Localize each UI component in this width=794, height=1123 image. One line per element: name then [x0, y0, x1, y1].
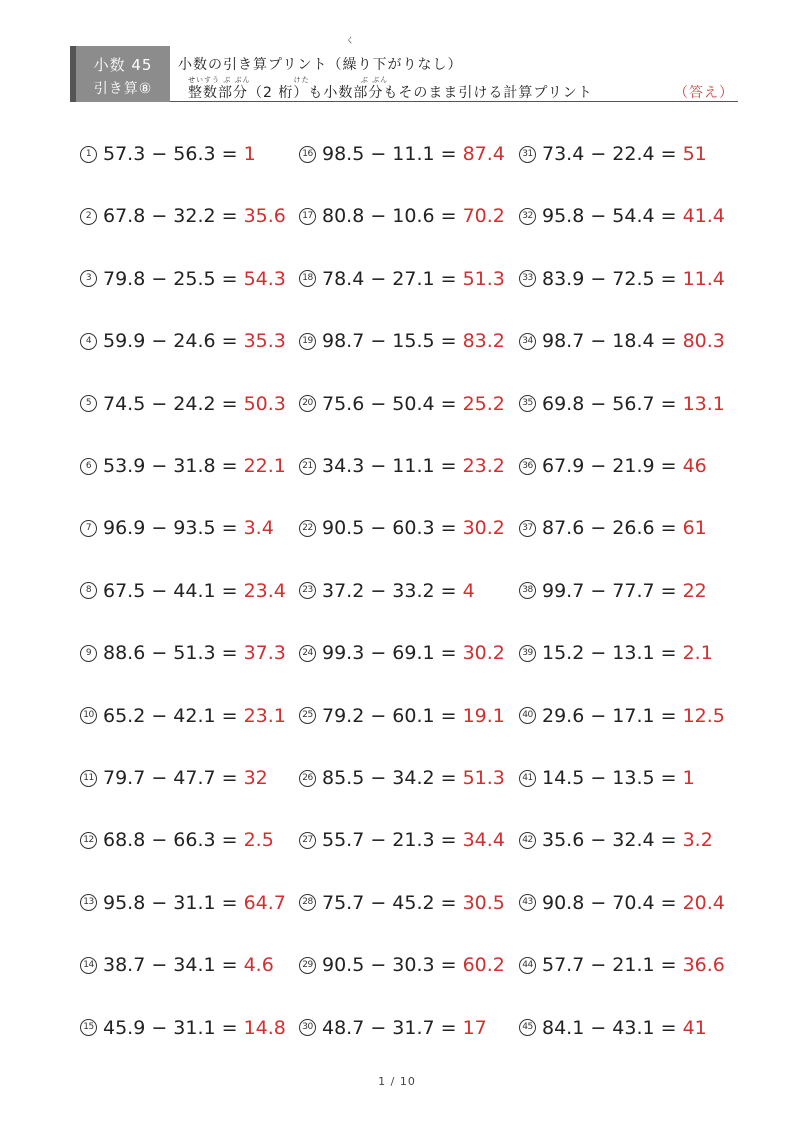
problem-answer: 64.7 — [243, 891, 286, 914]
problem-item — [80, 508, 274, 548]
problem-answer: 20.4 — [682, 891, 725, 914]
problem-number: 22 — [299, 520, 316, 537]
problem-item — [299, 384, 505, 424]
problem-item — [519, 508, 707, 548]
problem-item — [80, 696, 286, 736]
problem-item — [80, 758, 268, 798]
problem-expression: 75.7 − 45.2 = — [322, 891, 457, 914]
problem-item — [519, 571, 707, 611]
problem-expression: 99.7 − 77.7 = — [542, 579, 677, 602]
problem-number: 27 — [299, 832, 316, 849]
problem-expression: 98.7 − 15.5 = — [322, 330, 457, 353]
problem-answer: 41.4 — [682, 205, 725, 228]
problem-expression: 69.8 − 56.7 = — [542, 392, 677, 415]
problem-number: 33 — [519, 270, 536, 287]
problem-item — [299, 571, 475, 611]
problem-number: 3 — [80, 270, 97, 287]
problem-number: 38 — [519, 582, 536, 599]
badge-topic: 小数 45 — [93, 56, 153, 74]
problem-number: 17 — [299, 208, 316, 225]
worksheet-header — [70, 36, 738, 102]
problem-number: 41 — [519, 770, 536, 787]
problem-number: 42 — [519, 832, 536, 849]
problem-number: 13 — [80, 894, 97, 911]
problem-answer: 11.4 — [682, 267, 725, 290]
badge-subtopic: 引き算⑧ — [93, 81, 153, 97]
problem-answer: 37.3 — [243, 642, 286, 665]
problem-answer: 30.2 — [462, 517, 505, 540]
problem-expression: 53.9 − 31.8 = — [103, 455, 238, 477]
problem-expression: 45.9 − 31.1 = — [103, 1016, 238, 1039]
problem-expression: 96.9 − 93.5 = — [103, 517, 238, 540]
problem-expression: 90.8 − 70.4 = — [542, 891, 677, 914]
problem-answer: 51 — [682, 143, 707, 165]
problem-number: 12 — [80, 832, 97, 849]
problem-expression: 95.8 − 54.4 = — [542, 205, 677, 228]
problem-item — [519, 259, 725, 299]
problem-expression: 79.2 − 60.1 = — [322, 704, 457, 727]
problem-number: 18 — [299, 270, 316, 287]
problem-expression: 67.9 − 21.9 = — [542, 455, 677, 477]
problem-item — [80, 259, 286, 299]
page-number: 1 / 10 — [378, 1075, 416, 1088]
problem-number: 31 — [519, 146, 536, 163]
problem-expression: 55.7 − 21.3 = — [322, 829, 457, 852]
problem-expression: 95.8 − 31.1 = — [103, 891, 238, 914]
problem-answer: 61 — [682, 517, 707, 540]
problem-expression: 98.5 − 11.1 = — [322, 143, 457, 165]
problem-answer: 23.4 — [243, 579, 286, 602]
problem-expression: 35.6 − 32.4 = — [542, 829, 677, 852]
problem-answer: 23.1 — [243, 704, 286, 727]
problem-answer: 46 — [682, 455, 707, 477]
problem-number: 15 — [80, 1019, 97, 1036]
problem-expression: 75.6 − 50.4 = — [322, 392, 457, 415]
problem-expression: 98.7 − 18.4 = — [542, 330, 677, 353]
problem-number: 29 — [299, 957, 316, 974]
problem-item — [80, 196, 286, 236]
problem-answer: 2.1 — [682, 642, 713, 665]
problem-number: 19 — [299, 333, 316, 350]
problem-expression: 83.9 − 72.5 = — [542, 267, 677, 290]
problem-answer: 23.2 — [462, 455, 505, 477]
problem-answer: 19.1 — [462, 704, 505, 727]
problem-number: 1 — [80, 146, 97, 163]
problem-answer: 83.2 — [462, 330, 505, 353]
problem-expression: 79.7 − 47.7 = — [103, 767, 238, 789]
problem-number: 2 — [80, 208, 97, 225]
problem-item — [299, 758, 505, 798]
problem-answer: 50.3 — [243, 392, 286, 415]
problem-expression: 67.8 − 32.2 = — [103, 205, 238, 228]
problem-answer: 51.3 — [462, 767, 505, 789]
problem-expression: 74.5 − 24.2 = — [103, 392, 238, 415]
problem-number: 25 — [299, 707, 316, 724]
problem-item — [80, 134, 256, 174]
problem-item — [80, 1008, 286, 1048]
problem-number: 11 — [80, 770, 97, 787]
problem-item — [519, 945, 725, 985]
problem-item — [519, 1008, 707, 1048]
problem-item — [299, 446, 505, 486]
problem-item — [519, 758, 695, 798]
problem-item — [80, 945, 274, 985]
page-subtitle: 整数部分（2 桁）も小数部分もそのまま引ける計算プリント — [188, 85, 593, 101]
problem-item — [80, 384, 286, 424]
problem-answer: 80.3 — [682, 330, 725, 353]
problem-number: 32 — [519, 208, 536, 225]
problem-answer: 4 — [462, 579, 475, 602]
problem-item — [519, 883, 725, 923]
problem-answer: 3.4 — [243, 517, 274, 540]
answer-key-label: （答え） — [674, 85, 734, 101]
problem-expression: 48.7 − 31.7 = — [322, 1016, 457, 1039]
problem-expression: 90.5 − 60.3 = — [322, 517, 457, 540]
problem-number: 34 — [519, 333, 536, 350]
problem-expression: 84.1 − 43.1 = — [542, 1016, 677, 1039]
problem-answer: 41 — [682, 1016, 707, 1039]
problem-answer: 35.3 — [243, 330, 286, 353]
problem-answer: 87.4 — [462, 143, 505, 165]
problem-expression: 29.6 − 17.1 = — [542, 704, 677, 727]
problem-answer: 30.2 — [462, 642, 505, 665]
problem-answer: 1 — [682, 767, 695, 789]
problem-answer: 1 — [243, 143, 256, 165]
problem-item — [519, 321, 725, 361]
problem-item — [299, 196, 505, 236]
title-ruby: く — [346, 36, 354, 45]
problem-number: 26 — [299, 770, 316, 787]
problem-item — [80, 883, 286, 923]
problem-item — [80, 446, 286, 486]
problem-item — [519, 384, 725, 424]
problem-expression: 59.9 − 24.6 = — [103, 330, 238, 353]
problem-answer: 36.6 — [682, 954, 725, 977]
problem-answer: 54.3 — [243, 267, 286, 290]
problem-number: 44 — [519, 957, 536, 974]
problem-answer: 60.2 — [462, 954, 505, 977]
problem-answer: 3.2 — [682, 829, 713, 852]
problem-expression: 68.8 − 66.3 = — [103, 829, 238, 852]
problem-expression: 80.8 − 10.6 = — [322, 205, 457, 228]
problem-number: 9 — [80, 645, 97, 662]
problem-number: 6 — [80, 458, 97, 475]
problem-item — [299, 321, 505, 361]
problem-number: 8 — [80, 582, 97, 599]
problem-number: 40 — [519, 707, 536, 724]
problem-item — [299, 883, 505, 923]
problem-expression: 65.2 − 42.1 = — [103, 704, 238, 727]
problem-number: 39 — [519, 645, 536, 662]
problem-answer: 32 — [243, 767, 268, 789]
subtitle-ruby: せいすう ぶ ぶん けた ぶ ぶん — [188, 76, 389, 84]
problem-expression: 34.3 − 11.1 = — [322, 455, 457, 477]
problem-number: 5 — [80, 395, 97, 412]
header-divider — [170, 101, 738, 102]
problem-item — [299, 696, 505, 736]
problem-item — [299, 820, 505, 860]
problem-answer: 22 — [682, 579, 707, 602]
problem-expression: 90.5 − 30.3 = — [322, 954, 457, 977]
problem-item — [299, 945, 505, 985]
problem-item — [519, 196, 725, 236]
problem-expression: 73.4 − 22.4 = — [542, 143, 677, 165]
problem-item — [519, 633, 713, 673]
problem-expression: 14.5 − 13.5 = — [542, 767, 677, 789]
problem-number: 37 — [519, 520, 536, 537]
problem-number: 14 — [80, 957, 97, 974]
problem-expression: 79.8 − 25.5 = — [103, 267, 238, 290]
problem-expression: 67.5 − 44.1 = — [103, 579, 238, 602]
problem-answer: 35.6 — [243, 205, 286, 228]
problem-answer: 30.5 — [462, 891, 505, 914]
worksheet-badge — [70, 46, 170, 102]
page-title: 小数の引き算プリント（繰り下がりなし） — [178, 57, 463, 73]
problem-answer: 34.4 — [462, 829, 505, 852]
problem-number: 30 — [299, 1019, 316, 1036]
problem-answer: 4.6 — [243, 954, 274, 977]
problem-item — [80, 571, 286, 611]
problem-item — [80, 321, 286, 361]
problem-number: 35 — [519, 395, 536, 412]
problem-expression: 37.2 − 33.2 = — [322, 579, 457, 602]
problem-item — [519, 134, 707, 174]
title-area — [178, 36, 738, 102]
problem-number: 4 — [80, 333, 97, 350]
problem-answer: 22.1 — [243, 455, 286, 477]
problem-number: 24 — [299, 645, 316, 662]
problem-expression: 78.4 − 27.1 = — [322, 267, 457, 290]
problem-answer: 25.2 — [462, 392, 505, 415]
problem-expression: 57.3 − 56.3 = — [103, 143, 238, 165]
problem-number: 28 — [299, 894, 316, 911]
problem-item — [299, 633, 505, 673]
problem-expression: 85.5 − 34.2 = — [322, 767, 457, 789]
problem-answer: 2.5 — [243, 829, 274, 852]
problem-number: 10 — [80, 707, 97, 724]
problem-answer: 51.3 — [462, 267, 505, 290]
problem-item — [519, 446, 707, 486]
problem-number: 23 — [299, 582, 316, 599]
problem-item — [80, 633, 286, 673]
problem-answer: 70.2 — [462, 205, 505, 228]
problem-answer: 13.1 — [682, 392, 725, 415]
problem-number: 36 — [519, 458, 536, 475]
problem-answer: 14.8 — [243, 1016, 286, 1039]
problem-item — [299, 134, 505, 174]
problem-answer: 17 — [462, 1016, 487, 1039]
problem-expression: 15.2 − 13.1 = — [542, 642, 677, 665]
problem-item — [519, 820, 713, 860]
problem-item — [519, 696, 725, 736]
problem-expression: 99.3 − 69.1 = — [322, 642, 457, 665]
problem-expression: 88.6 − 51.3 = — [103, 642, 238, 665]
problem-number: 43 — [519, 894, 536, 911]
problem-item — [80, 820, 274, 860]
problem-number: 7 — [80, 520, 97, 537]
problem-item — [299, 259, 505, 299]
problem-answer: 12.5 — [682, 704, 725, 727]
problem-number: 20 — [299, 395, 316, 412]
problem-expression: 87.6 − 26.6 = — [542, 517, 677, 540]
problem-number: 16 — [299, 146, 316, 163]
problem-number: 45 — [519, 1019, 536, 1036]
problem-number: 21 — [299, 458, 316, 475]
problem-item — [299, 508, 505, 548]
problem-expression: 38.7 − 34.1 = — [103, 954, 238, 977]
problem-item — [299, 1008, 487, 1048]
problem-expression: 57.7 − 21.1 = — [542, 954, 677, 977]
